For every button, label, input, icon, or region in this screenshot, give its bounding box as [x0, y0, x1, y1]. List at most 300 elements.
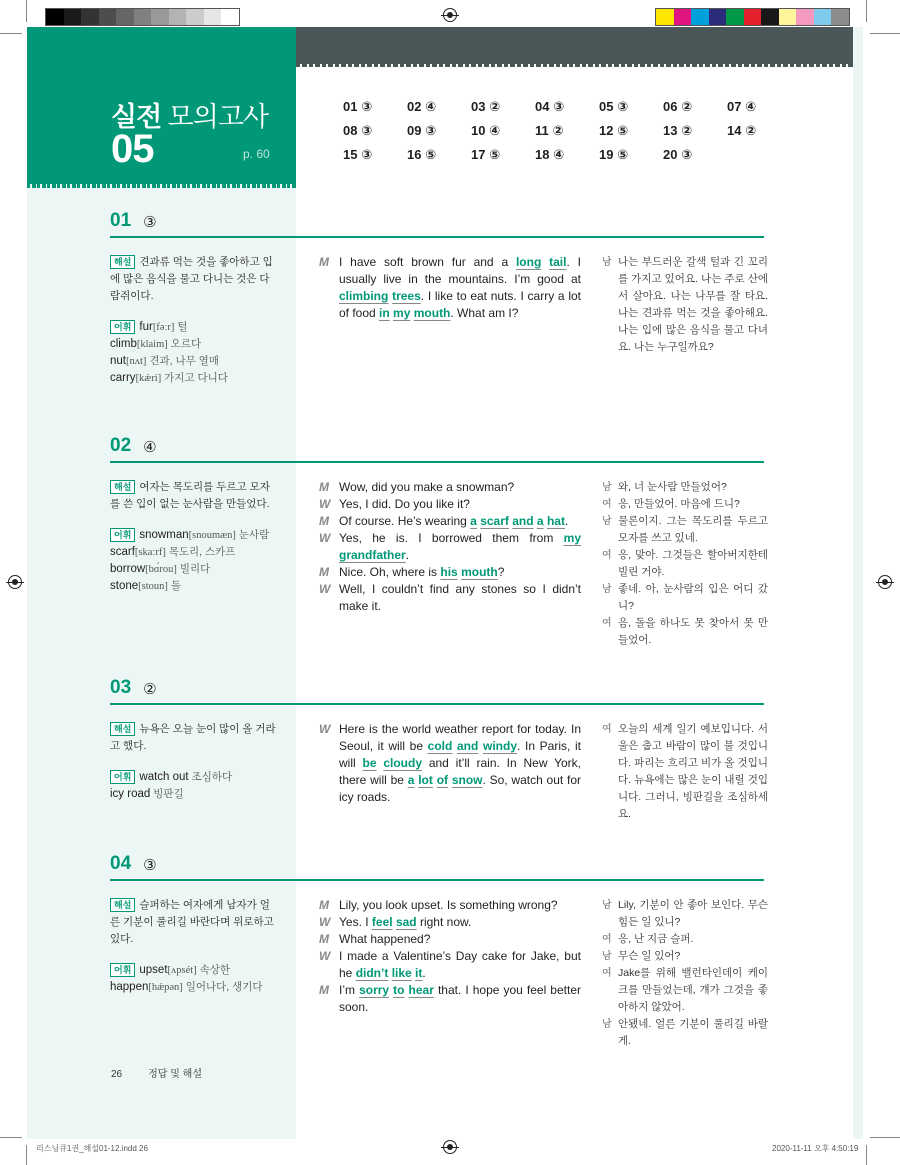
registration-mark-icon: [8, 575, 22, 589]
translation-line: [602, 948, 768, 965]
blank-answer: his: [440, 565, 458, 579]
answer-item: 08 ③: [343, 123, 373, 138]
vocab-item: [110, 544, 276, 561]
vocab-pronunciation: [fəːr]: [152, 322, 175, 333]
vocab-meaning: 목도리, 스카프: [168, 546, 236, 558]
question-number: 01: [110, 210, 132, 231]
color-swatch: [726, 9, 744, 25]
explanation-column: [110, 897, 276, 996]
vocab-meaning: 돌: [170, 580, 181, 592]
color-swatch: [709, 9, 727, 25]
vocab-pronunciation: [hǽpən]: [148, 982, 183, 993]
question-section-04: [110, 853, 768, 1047]
blank-answer: sad: [395, 915, 417, 929]
script-text: [339, 914, 581, 931]
explanation-text: 여자는 목도리를 두르고 모자를 쓴 입이 없는 눈사람을 만들었다.: [110, 481, 270, 510]
script-segment: . So, watch out for icy roads.: [339, 773, 582, 804]
speaker-label: M: [319, 514, 329, 528]
script-line: [319, 948, 581, 982]
question-section-01: [110, 210, 768, 384]
answer-key-grid: [343, 99, 791, 165]
script-segment: . I like to eat nuts. I carry a lot of food: [339, 289, 581, 320]
explanation-column: [110, 721, 276, 803]
script-text: [339, 581, 581, 615]
speaker-label: 여: [602, 968, 612, 979]
answer-item: 20 ③: [663, 147, 693, 162]
vocab-word: fur: [139, 321, 153, 333]
color-swatch: [796, 9, 814, 25]
blank-answer: long: [515, 255, 542, 269]
script-line: [319, 914, 581, 931]
page-edge-strip: [853, 27, 863, 1139]
vocab-item: [110, 786, 276, 803]
script-column: [319, 897, 581, 1016]
color-swatch: [64, 9, 82, 25]
translation-text: 응, 맞아. 그것들은 할아버지한테 빌린 거야.: [618, 549, 768, 578]
translation-line: [602, 1016, 768, 1050]
answer-item: 01 ③: [343, 99, 373, 114]
speaker-label: M: [319, 480, 329, 494]
blank-answer: in: [379, 306, 390, 320]
vocabulary-list: [110, 319, 276, 387]
vocab-word: climb: [110, 338, 137, 350]
crop-mark: [866, 1145, 867, 1165]
vocab-pronunciation: [nʌt]: [126, 356, 147, 367]
question-answer: ③: [143, 857, 157, 874]
script-line: [319, 564, 581, 581]
color-swatch: [831, 9, 849, 25]
speaker-label: 남: [602, 482, 612, 493]
script-segment: .: [405, 548, 410, 562]
vocab-item: [110, 353, 276, 370]
blank-answer: climbing: [339, 289, 389, 303]
speaker-label: 여: [602, 934, 612, 945]
translation-line: [602, 581, 768, 615]
title-light: 모의고사: [161, 102, 269, 132]
page-reference: p. 60: [243, 147, 270, 161]
vocabulary-list: [110, 962, 276, 996]
explanation: [110, 897, 276, 948]
script-segment: Well, I couldn’t find any stones so I didn’t make it.: [339, 582, 581, 613]
speaker-label: W: [319, 722, 331, 736]
explanation-column: [110, 254, 276, 387]
script-segment: and it’ll rain. In New York, there will be: [339, 756, 581, 787]
color-swatch: [814, 9, 832, 25]
translation-text: 응, 난 지금 슬퍼.: [618, 933, 694, 945]
color-swatch: [151, 9, 169, 25]
question-answer: ③: [143, 214, 157, 231]
vocab-meaning: 가지고 다니다: [164, 372, 228, 384]
blank-answer: and: [512, 514, 534, 528]
question-number: 04: [110, 853, 132, 874]
answer-item: 06 ②: [663, 99, 693, 114]
answer-item: 12 ⑤: [599, 123, 629, 138]
vocab-meaning: 견과, 나무 열매: [149, 355, 219, 367]
color-swatch: [99, 9, 117, 25]
answer-item: 18 ④: [535, 147, 565, 162]
script-segment: .: [564, 514, 569, 528]
crop-mark: [26, 0, 27, 22]
vocab-meaning: 일어나다, 생기다: [185, 981, 263, 993]
section-header: [110, 677, 764, 705]
color-swatch: [46, 9, 64, 25]
explanation-text: 슬퍼하는 여자에게 남자가 얼른 기분이 풀리길 바란다며 위로하고 있다.: [110, 899, 274, 945]
vocab-word: scarf: [110, 546, 135, 558]
blank-answer: lot: [418, 773, 433, 787]
translation-line: [602, 615, 768, 649]
vocab-meaning: 빙판길: [153, 788, 184, 800]
translation-line: [602, 721, 768, 823]
translation-text: 오늘의 세계 일기 예보입니다. 서울은 춥고 바람이 많이 불 것입니다. 파리는 흐리고 비가 올 것입니다. 뉴욕에는 많은 눈이 내릴 것입니다. 그러니, 빙판길을 조심하세요.: [618, 723, 768, 820]
answer-item: 11 ②: [535, 123, 564, 138]
answer-item: 14 ②: [727, 123, 757, 138]
answer-item: 13 ②: [663, 123, 693, 138]
answer-item: 15 ③: [343, 147, 373, 162]
color-swatch: [221, 9, 239, 25]
grayscale-color-bar: [45, 8, 240, 26]
speaker-label: W: [319, 497, 331, 511]
blank-answer: a: [470, 514, 477, 528]
script-text: [339, 530, 581, 564]
blank-answer: cloudy: [383, 756, 422, 770]
script-line: [319, 254, 581, 322]
vocab-item: [110, 319, 276, 336]
answer-item: 19 ⑤: [599, 147, 629, 162]
translation-text: 안됐네. 얼른 기분이 풀리길 바랄게.: [618, 1018, 768, 1047]
color-swatch: [186, 9, 204, 25]
print-slug-timestamp: 2020-11-11 오후 4:50:19: [772, 1144, 859, 1153]
blank-answer: a: [536, 514, 544, 528]
script-segment: Yes. I: [339, 915, 372, 929]
vocab-word: nut: [110, 355, 126, 367]
question-section-02: [110, 435, 768, 646]
vocab-item: [110, 578, 276, 595]
translation-text: 무슨 일 있어?: [618, 950, 681, 962]
crop-mark: [0, 33, 22, 34]
script-segment: that. I hope you feel better soon.: [339, 983, 581, 1014]
script-segment: I have soft brown fur and a: [339, 255, 516, 269]
translation-line: [602, 897, 768, 931]
translation-column: [602, 897, 768, 1050]
script-text: [339, 931, 581, 948]
speaker-label: 남: [602, 584, 612, 595]
explanation-tag: 해설: [110, 898, 135, 912]
vocab-item: [110, 336, 276, 353]
script-segment: I’m: [339, 983, 360, 997]
script-segment: ?: [497, 565, 505, 579]
vocab-word: watch out: [139, 771, 189, 783]
color-swatch: [674, 9, 692, 25]
vocab-item: [110, 561, 276, 578]
translation-text: 응, 만들었어. 마음에 드니?: [618, 498, 740, 510]
vocab-word: stone: [110, 580, 139, 592]
color-swatch: [134, 9, 152, 25]
vocab-tag: 어휘: [110, 528, 135, 542]
vocabulary-list: [110, 769, 276, 803]
blank-answer: like: [391, 966, 412, 980]
script-segment: . What am I?: [450, 306, 519, 320]
vocab-pronunciation: [klaim]: [136, 339, 168, 350]
blank-answer: scarf: [480, 514, 509, 528]
script-segment: Yes, I did. Do you like it?: [339, 497, 470, 511]
explanation-tag: 해설: [110, 255, 135, 269]
script-segment: .: [422, 966, 426, 980]
translation-line: [602, 547, 768, 581]
vocab-meaning: 조심하다: [191, 771, 233, 783]
translation-text: Jake를 위해 밸런타인데이 케이크를 만들었는데, 걔가 그것을 좋아하지 않았어.: [618, 967, 768, 1013]
blank-answer: windy: [482, 739, 517, 753]
script-line: [319, 479, 581, 496]
blank-answer: mouth: [413, 306, 451, 320]
script-text: [339, 479, 581, 496]
translation-column: [602, 479, 768, 649]
question-answer: ④: [143, 439, 157, 456]
color-swatch: [81, 9, 99, 25]
script-line: [319, 513, 581, 530]
translation-text: 좋네. 아, 눈사람의 입은 어디 갔니?: [618, 583, 768, 612]
script-segment: What happened?: [339, 932, 431, 946]
script-text: [339, 721, 581, 806]
speaker-label: 남: [602, 516, 612, 527]
registration-mark-icon: [443, 1140, 457, 1154]
blank-answer: hear: [408, 983, 434, 997]
answer-item: 10 ④: [471, 123, 501, 138]
speaker-label: 남: [602, 1019, 612, 1030]
explanation: [110, 721, 276, 755]
question-section-03: [110, 677, 768, 820]
section-header: [110, 853, 764, 881]
speaker-label: 여: [602, 618, 612, 629]
section-header: [110, 435, 764, 463]
script-line: [319, 721, 581, 806]
blank-answer: it: [415, 966, 423, 980]
speaker-label: W: [319, 949, 331, 963]
answer-item: 04 ③: [535, 99, 565, 114]
speaker-label: M: [319, 983, 329, 997]
registration-mark-icon: [878, 575, 892, 589]
question-answer: ②: [143, 681, 157, 698]
explanation-text: 견과류 먹는 것을 좋아하고 입에 많은 음식을 물고 다니는 것은 다람쥐이다.: [110, 256, 273, 302]
crop-mark: [0, 1137, 22, 1138]
vocab-meaning: 빌리다: [179, 563, 211, 575]
translation-line: [602, 479, 768, 496]
answer-item: 03 ②: [471, 99, 501, 114]
vocab-word: happen: [110, 981, 149, 993]
color-swatch: [779, 9, 797, 25]
color-swatch: [204, 9, 222, 25]
vocab-meaning: 눈사람: [238, 529, 270, 541]
answer-item: 02 ④: [407, 99, 437, 114]
vocab-item: [110, 979, 276, 996]
vocab-word: carry: [110, 372, 136, 384]
print-slug-filename: 리스닝큐1권_해설01-12.indd 26: [36, 1144, 148, 1153]
blank-answer: trees: [392, 289, 421, 303]
speaker-label: M: [319, 932, 329, 946]
script-segment: Yes, he is. I borrowed them from: [339, 531, 564, 545]
translation-line: [602, 965, 768, 1016]
blank-answer: be: [362, 756, 377, 770]
crop-mark: [870, 1137, 900, 1138]
vocab-pronunciation: [kǽri]: [135, 373, 162, 384]
answer-item: 17 ⑤: [471, 147, 501, 162]
translation-line: [602, 513, 768, 547]
page-number: 26: [111, 1069, 123, 1080]
vocab-item: [110, 769, 276, 786]
translation-line: [602, 496, 768, 513]
page-footer: [111, 1065, 202, 1080]
vocab-word: upset: [139, 964, 168, 976]
question-number: 02: [110, 435, 132, 456]
speaker-label: M: [319, 255, 329, 269]
translation-column: [602, 254, 768, 356]
test-number: 05: [111, 127, 154, 171]
script-line: [319, 581, 581, 615]
explanation-column: [110, 479, 276, 595]
registration-mark-icon: [443, 8, 457, 22]
blank-answer: cold: [427, 739, 453, 753]
blank-answer: and: [456, 739, 479, 753]
blank-answer: my: [393, 306, 411, 320]
answer-item: 09 ③: [407, 123, 437, 138]
blank-answer: feel: [371, 915, 393, 929]
vocab-tag: 어휘: [110, 320, 135, 334]
speaker-label: 남: [602, 900, 612, 911]
color-swatch: [169, 9, 187, 25]
script-segment: Of course. He’s wearing: [339, 514, 471, 528]
blank-answer: tail: [549, 255, 567, 269]
speaker-label: 여: [602, 724, 612, 735]
answer-item: 16 ⑤: [407, 147, 437, 162]
speaker-label: W: [319, 531, 331, 545]
document-page: [27, 27, 863, 1139]
script-segment: Wow, did you make a snowman?: [339, 480, 515, 494]
blank-answer: grandfather: [339, 548, 406, 562]
vocab-item: [110, 962, 276, 979]
script-segment: right now.: [416, 915, 472, 929]
translation-text: 음, 돌을 하나도 못 찾아서 못 만들었어.: [618, 617, 768, 646]
script-segment: Nice. Oh, where is: [339, 565, 441, 579]
script-column: [319, 479, 581, 615]
speaker-label: M: [319, 898, 329, 912]
explanation-tag: 해설: [110, 480, 135, 494]
vocab-pronunciation: [snoumæn]: [188, 530, 236, 541]
translation-text: 와, 너 눈사람 만들었어?: [618, 481, 727, 493]
script-text: [339, 982, 581, 1016]
vocab-meaning: 털: [177, 321, 188, 333]
blank-answer: hat: [546, 514, 565, 528]
section-header: [110, 210, 764, 238]
color-swatch: [761, 9, 779, 25]
speaker-label: W: [319, 582, 331, 596]
color-swatch: [116, 9, 134, 25]
translation-text: 나는 부드러운 갈색 털과 긴 꼬리를 가지고 있어요. 나는 주로 산에서 살아요. 나는 나무를 잘 타요. 나는 견과류 먹는 것을 좋아해요. 나는 입에 많은 음식을 물고 다녀요. 나는 누구일까요?: [618, 256, 768, 353]
script-line: [319, 530, 581, 564]
blank-answer: of: [436, 773, 449, 787]
speaker-label: M: [319, 565, 329, 579]
script-line: [319, 897, 581, 914]
script-column: [319, 254, 581, 322]
vocabulary-list: [110, 527, 276, 595]
translation-line: [602, 254, 768, 356]
blank-answer: snow: [451, 773, 483, 787]
color-swatch: [744, 9, 762, 25]
vocab-pronunciation: [bɑ́rou]: [145, 564, 177, 575]
speaker-label: 여: [602, 499, 612, 510]
answer-item: 05 ③: [599, 99, 629, 114]
crop-mark: [26, 1145, 27, 1165]
blank-answer: to: [393, 983, 405, 997]
vocab-pronunciation: [skaːrf]: [134, 547, 166, 558]
translation-column: [602, 721, 768, 823]
vocab-item: [110, 370, 276, 387]
script-segment: [541, 255, 549, 269]
vocab-word: icy road: [110, 788, 151, 800]
script-text: [339, 564, 581, 581]
explanation-text: 뉴욕은 오늘 눈이 많이 올 거라고 했다.: [110, 723, 276, 752]
speaker-label: 남: [602, 951, 612, 962]
blank-answer: my: [563, 531, 581, 545]
blank-answer: a: [407, 773, 415, 787]
vocab-word: borrow: [110, 563, 146, 575]
vocab-tag: 어휘: [110, 770, 135, 784]
question-number: 03: [110, 677, 132, 698]
script-text: [339, 948, 581, 982]
explanation: [110, 254, 276, 305]
crop-mark: [866, 0, 867, 22]
script-line: [319, 931, 581, 948]
translation-text: Lily, 기분이 안 좋아 보인다. 무슨 힘든 일 있니?: [618, 899, 768, 928]
script-segment: Lily, you look upset. Is something wrong?: [339, 898, 558, 912]
translation-text: 물론이지. 그는 목도리를 두르고 모자를 쓰고 있네.: [618, 515, 768, 544]
vocab-pronunciation: [stoun]: [138, 581, 168, 592]
script-segment: . In Paris, it will: [339, 739, 581, 770]
explanation-tag: 해설: [110, 722, 135, 736]
vocab-meaning: 속상한: [199, 964, 231, 976]
script-segment: Here is the world weather report for today. In Seoul, it will be: [339, 722, 581, 753]
color-swatch: [656, 9, 674, 25]
script-text: [339, 897, 581, 914]
vocab-word: snowman: [139, 529, 189, 541]
script-segment: . I usually live in the mountains. I’m good at: [339, 255, 581, 286]
script-text: [339, 496, 581, 513]
explanation: [110, 479, 276, 513]
answer-item: 07 ④: [727, 99, 757, 114]
color-swatch: [691, 9, 709, 25]
script-text: [339, 513, 581, 530]
title-bold: 실전: [111, 102, 162, 132]
blank-answer: mouth: [461, 565, 498, 579]
vocab-tag: 어휘: [110, 963, 135, 977]
script-line: [319, 982, 581, 1016]
footer-section-title: 정답 및 해설: [148, 1069, 202, 1080]
blank-answer: sorry: [359, 983, 390, 997]
vocab-pronunciation: [ʌpsét]: [167, 965, 197, 976]
speaker-label: W: [319, 915, 331, 929]
vocab-item: [110, 527, 276, 544]
crop-mark: [870, 33, 900, 34]
speaker-label: 여: [602, 550, 612, 561]
translation-line: [602, 931, 768, 948]
script-line: [319, 496, 581, 513]
script-text: [339, 254, 581, 322]
speaker-label: 남: [602, 257, 612, 268]
script-segment: I made a Valentine’s Day cake for Jake, but he: [339, 949, 581, 980]
blank-answer: didn’t: [355, 966, 389, 980]
vocab-meaning: 오르다: [170, 338, 202, 350]
answer-key-banner: [296, 27, 853, 64]
cmyk-color-bar: [655, 8, 850, 26]
script-column: [319, 721, 581, 806]
